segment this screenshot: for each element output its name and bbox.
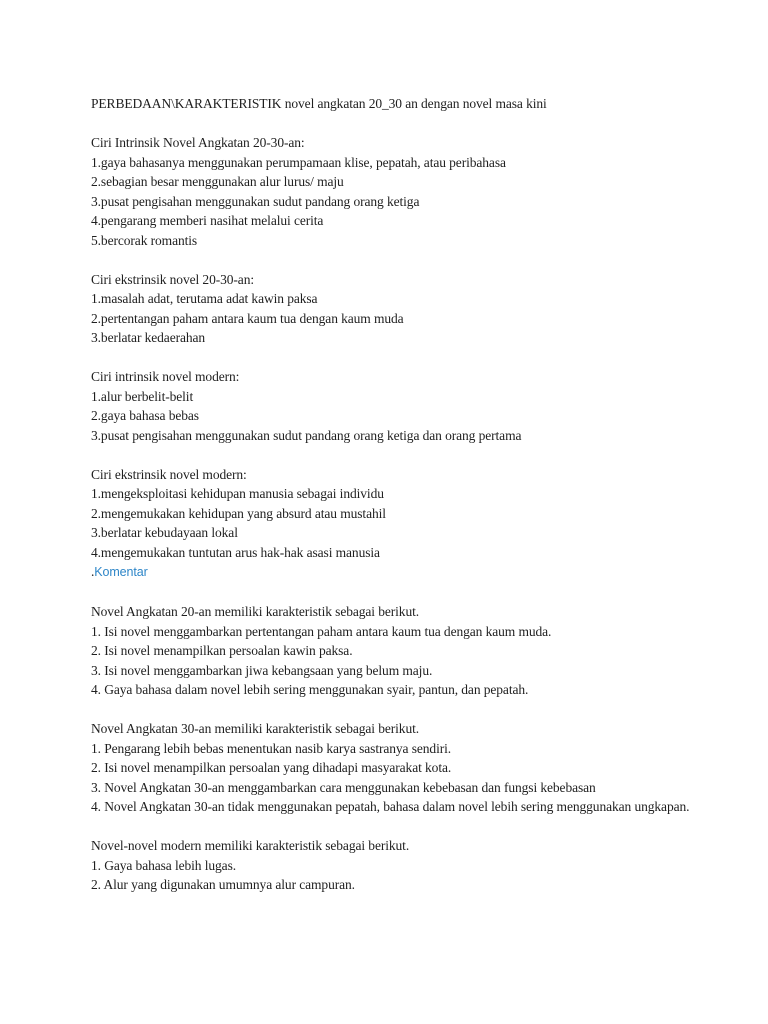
list-item: 2. Isi novel menampilkan persoalan yang dihadapi masyarakat kota. [91, 760, 452, 775]
list-item: 3.pusat pengisahan menggunakan sudut pandang orang ketiga dan orang pertama [91, 427, 522, 443]
spacer [91, 250, 691, 270]
list-item: 1.mengeksploitasi kehidupan manusia sebagai individu [91, 486, 384, 501]
list-item: 3. Isi novel menggambarkan jiwa kebangsaan yang belum maju. [91, 662, 433, 678]
list-item: 5.bercorak romantis [91, 232, 198, 248]
section-ekstrinsik-modern [91, 465, 691, 563]
list-item: 1. Isi novel menggambarkan pertentangan paham antara kaum tua dengan kaum muda. [91, 623, 552, 639]
comment-prefix: . [91, 564, 95, 579]
document-body [91, 94, 691, 895]
spacer [91, 583, 691, 603]
section-intrinsik-modern [91, 367, 691, 445]
list-item: 1.gaya bahasanya menggunakan perumpamaan klise, pepatah, atau peribahasa [91, 154, 506, 170]
section-novel-20an [91, 602, 691, 700]
section-novel-modern [91, 836, 691, 895]
list-item: 1. Pengarang lebih bebas menentukan nasib karya sastranya sendiri. [91, 740, 452, 756]
section-heading: Novel-novel modern memiliki karakteristik sebagai berikut. [91, 838, 410, 853]
section-ekstrinsik-20-30 [91, 270, 691, 348]
list-item: 1.alur berbelit-belit [91, 388, 194, 404]
section-heading: Ciri ekstrinsik novel modern: [91, 466, 247, 482]
komentar-link[interactable]: Komentar [94, 565, 148, 579]
section-heading: Ciri Intrinsik Novel Angkatan 20-30-an: [91, 135, 305, 150]
list-item: 2.pertentangan paham antara kaum tua dengan kaum muda [91, 310, 404, 326]
list-item: 1.masalah adat, terutama adat kawin paksa [91, 291, 318, 306]
list-item: 4. Gaya bahasa dalam novel lebih sering menggunakan syair, pantun, dan pepatah. [91, 682, 529, 697]
document-title: PERBEDAAN\KARAKTERISTIK novel angkatan 20_30 an dengan novel masa kini [91, 96, 547, 111]
list-item: 3.berlatar kedaerahan [91, 330, 206, 345]
section-heading: Ciri ekstrinsik novel 20-30-an: [91, 271, 255, 287]
section-intrinsik-20-30 [91, 133, 691, 250]
comment-row [91, 562, 691, 583]
list-item: 2.gaya bahasa bebas [91, 408, 199, 423]
list-item: 2. Alur yang digunakan umumnya alur campuran. [91, 877, 355, 892]
spacer [91, 348, 691, 368]
list-item: 3.pusat pengisahan menggunakan sudut pandang orang ketiga [91, 193, 420, 209]
list-item: 1. Gaya bahasa lebih lugas. [91, 857, 237, 873]
spacer [91, 700, 691, 720]
list-item: 4. Novel Angkatan 30-an tidak menggunakan pepatah, bahasa dalam novel lebih sering menggunakan ungkapan. [91, 799, 690, 814]
section-novel-30an [91, 719, 691, 817]
list-item: 3.berlatar kebudayaan lokal [91, 525, 238, 540]
list-item: 2.mengemukakan kehidupan yang absurd atau mustahil [91, 505, 386, 521]
section-heading: Novel Angkatan 20-an memiliki karakteristik sebagai berikut. [91, 604, 420, 619]
list-item: 2. Isi novel menampilkan persoalan kawin paksa. [91, 643, 353, 658]
spacer [91, 817, 691, 837]
list-item: 2.sebagian besar menggunakan alur lurus/ maju [91, 174, 344, 189]
list-item: 3. Novel Angkatan 30-an menggambarkan cara menggunakan kebebasan dan fungsi kebebasan [91, 779, 596, 795]
list-item: 4.mengemukakan tuntutan arus hak-hak asasi manusia [91, 544, 380, 560]
section-heading: Ciri intrinsik novel modern: [91, 369, 240, 384]
list-item: 4.pengarang memberi nasihat melalui cerita [91, 213, 324, 228]
spacer [91, 445, 691, 465]
section-heading: Novel Angkatan 30-an memiliki karakteristik sebagai berikut. [91, 721, 420, 736]
